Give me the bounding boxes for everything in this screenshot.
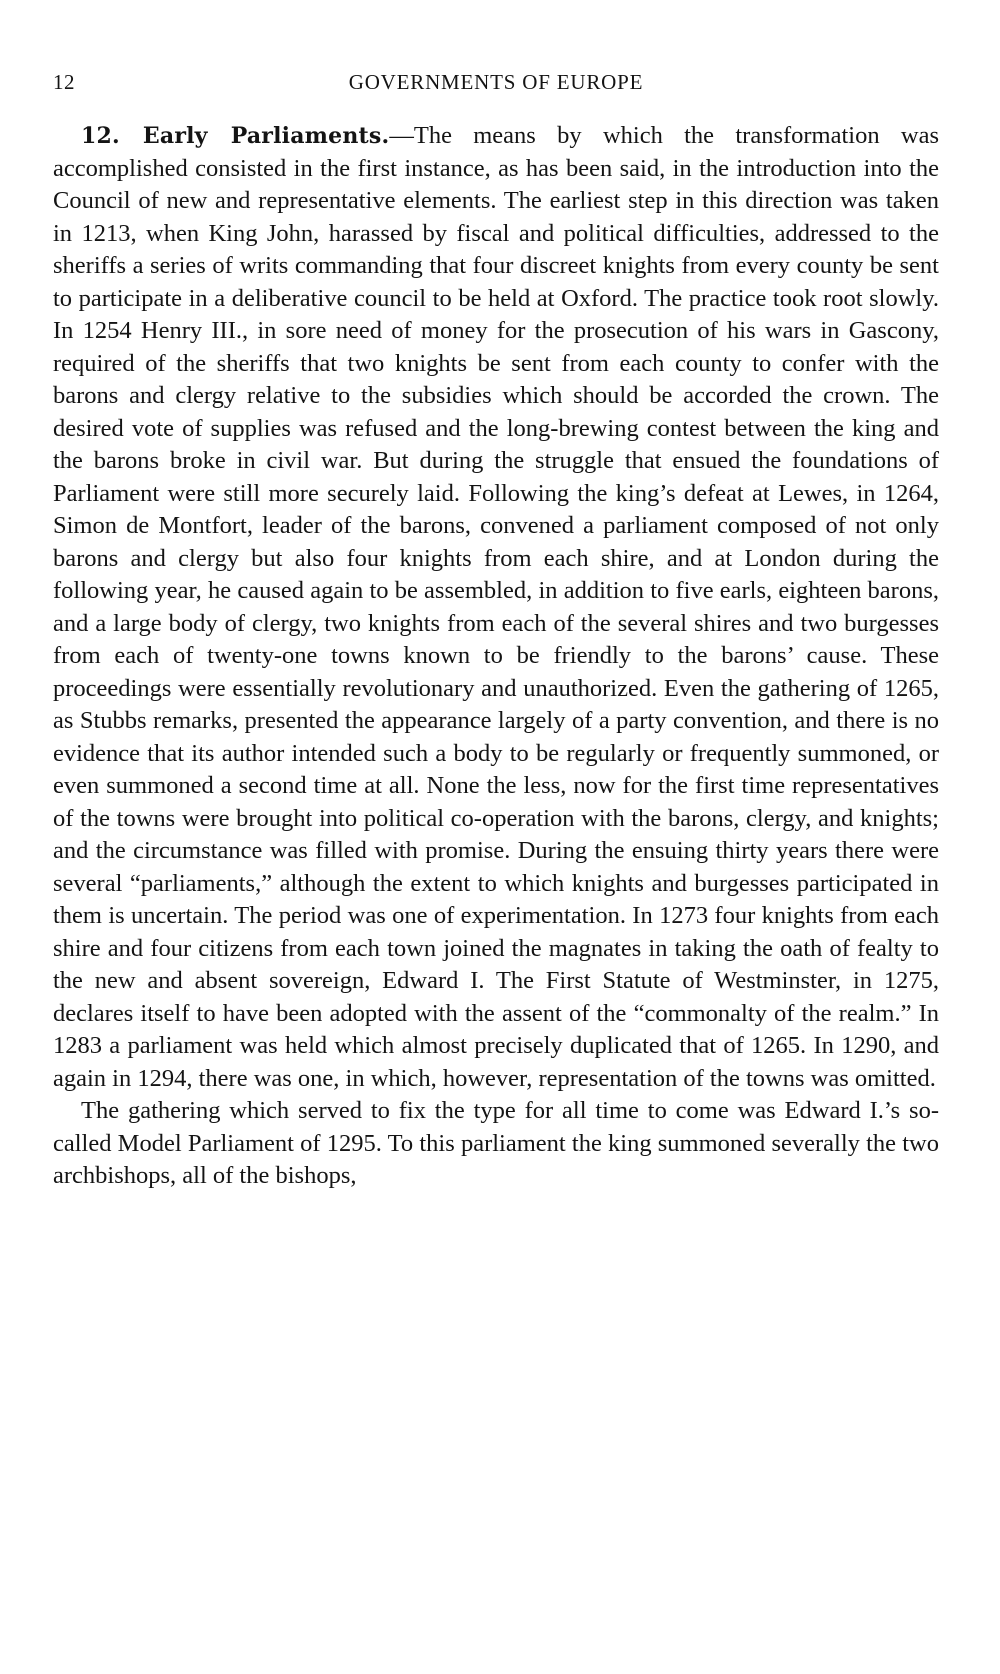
book-page xyxy=(53,70,939,1193)
paragraph-body: —The means by which the transformation was accomplished consisted in the first instance, as has been said, in the introduction into the Council of new and representative elements. The earliest step in this direction was taken in 1213, when King John, harassed by fiscal and political difficulties, addressed to the sheriffs a series of writs commanding that four discreet knights from every county be sent to participate in a deliberative council to be held at Oxford. The practice took root slowly. In 1254 Henry III., in sore need of money for the prosecution of his wars in Gascony, required of the sheriffs that two knights be sent from each county to confer with the barons and clergy relative to the subsidies which should be accorded the crown. The desired vote of supplies was refused and the long-brewing contest between the king and the barons broke in civil war. But during the struggle that ensued the foundations of Parliament were still more securely laid. Following the king’s defeat at Lewes, in 1264, Simon de Montfort, leader of the barons, convened a parliament composed of not only barons and clergy but also four knights from each shire, and at London during the following year, he caused again to be assembled, in addition to five earls, eighteen barons, and a large body of clergy, two knights from each of the several shires and two burgesses from each of twenty-one towns known to be friendly to the barons’ cause. These proceedings were essentially revolutionary and unauthorized. Even the gathering of 1265, as Stubbs remarks, presented the appearance largely of a party convention, and there is no evidence that its author intended such a body to be regularly or frequently summoned, or even summoned a second time at all. None the less, now for the first time representatives of the towns were brought into political co-operation with the barons, clergy, and knights; and the circumstance was filled with promise. During the ensuing thirty years there were several “parliaments,” although the extent to which knights and burgesses participated in them is uncertain. The period was one of experimentation. In 1273 four knights from each shire and four citizens from each town joined the magnates in taking the oath of fealty to the new and absent sovereign, Edward I. The First Statute of Westminster, in 1275, declares itself to have been adopted with the assent of the “commonalty of the realm.” In 1283 a parliament was held which almost precisely duplicated that of 1265. In 1290, and again in 1294, there was one, in which, however, representation of the towns was omitted. xyxy=(53,122,939,1092)
paragraph-model-parliament: The gathering which served to fix the type for all time to come was Edward I.’s so-called Model Parliament of 1295. To this parliament the king summoned severally the two archbishops, all of the bishops, xyxy=(53,1097,939,1189)
section-heading: 12. Early Parliaments. xyxy=(81,123,390,149)
running-title: GOVERNMENTS OF EUROPE xyxy=(348,70,644,94)
running-head xyxy=(53,70,939,110)
paragraph-early-parliaments xyxy=(53,120,939,1095)
page-number: 12 xyxy=(53,70,75,94)
